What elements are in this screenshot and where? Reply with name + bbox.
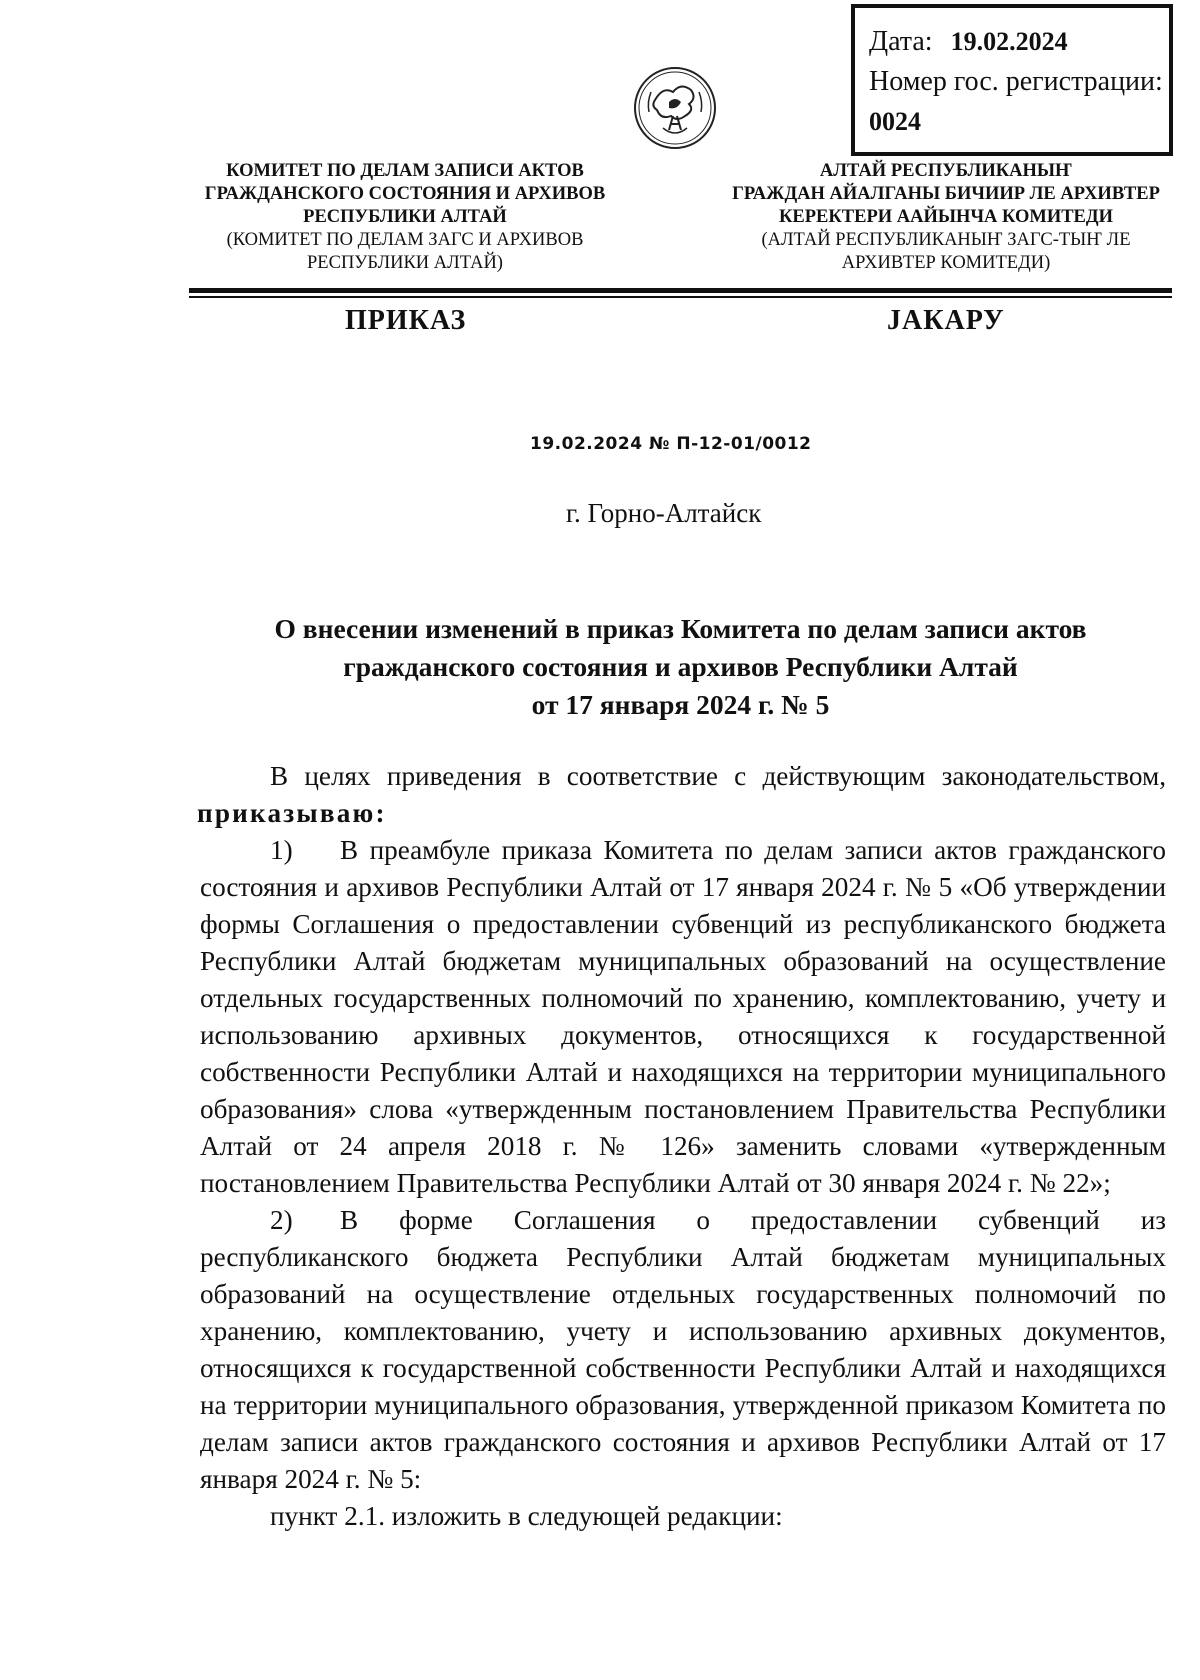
document-title-line-3: от 17 января 2024 г. № 5	[531, 689, 830, 720]
body-item-3	[200, 1498, 1166, 1535]
body-item-1-number: 1)	[270, 835, 293, 865]
header-left-line-3: РЕСПУБЛИКИ АЛТАЙ	[303, 207, 507, 227]
header-divider-thin	[189, 296, 1172, 298]
body-item-1	[200, 832, 1166, 1202]
registration-number-value: 0024	[869, 107, 921, 136]
header-right-line-4: (АЛТАЙ РЕСПУБЛИКАНЫҤ ЗАГС-ТЫҤ ЛЕ	[761, 230, 1131, 250]
document-body	[197, 758, 1166, 1535]
city: г. Горно-Алтайск	[566, 498, 762, 528]
body-item-2-number: 2)	[270, 1205, 293, 1235]
order-number: 19.02.2024 № П-12-01/0012	[530, 434, 812, 454]
registration-date-value: 19.02.2024	[950, 27, 1068, 56]
header-right-line-1: АЛТАЙ РЕСПУБЛИКАНЫҤ	[819, 161, 1073, 181]
registration-number-label: Номер гос. регистрации:	[869, 66, 1163, 97]
body-intro	[200, 758, 1166, 795]
header-left-ru	[185, 160, 625, 275]
body-intro-text: В целях приведения в соответствие с действующим законодательством,	[270, 761, 1166, 791]
body-item-2-text: В форме Соглашения о предоставлении субвенций из республиканского бюджета Республики Алтай бюджетам муниципальных образований на осуществление отдельных государственных полномочий по хранению, комплектованию, учету и использованию архивных документов, относящихся к государственной собственности Республики Алтай и находящихся на территории муниципального образования, утвержденной приказом Комитета по делам записи актов гражданского состояния и архивов Республики Алтай от 17 января 2024 г. № 5:	[200, 1205, 1166, 1494]
registration-stamp	[851, 4, 1173, 156]
body-item-1-text: В преамбуле приказа Комитета по делам записи актов гражданского состояния и архивов Республики Алтай от 17 января 2024 г. № 5 «Об утверждении формы Соглашения о предоставлении субвенций из республиканского бюджета Республики Алтай бюджетам муниципальных образований на осуществление отдельных государственных полномочий по хранению, комплектованию, учету и использованию архивных документов, относящихся к государственной собственности Республики Алтай и находящихся на территории муниципального образования» слова «утвержденным постановлением Правительства Республики Алтай от 24 апреля 2018 г. № 126» заменить словами «утвержденным постановлением Правительства Республики Алтай от 30 января 2024 г. № 22»;	[200, 835, 1166, 1198]
body-item-3-text: пункт 2.1. изложить в следующей редакции:	[270, 1501, 783, 1531]
document-title-line-2: гражданского состояния и архивов Республики Алтай	[343, 651, 1018, 682]
header-right-altai	[716, 160, 1176, 275]
order-heading-altai: ЈАКАРУ	[887, 305, 1005, 336]
coat-of-arms-icon	[625, 58, 725, 164]
header-right-line-2: ГРАЖДАН АЙАЛГАНЫ БИЧИИР ЛЕ АРХИВТЕР	[732, 184, 1160, 204]
body-command-colon: :	[375, 798, 385, 828]
order-heading-ru: ПРИКАЗ	[345, 305, 467, 336]
registration-date-row	[869, 22, 1169, 62]
body-command	[197, 795, 1166, 832]
header-right-line-3: КЕРЕКТЕРИ ААЙЫНЧА КОМИТЕДИ	[778, 207, 1114, 227]
document-title	[189, 610, 1172, 724]
body-command-word: приказываю	[197, 798, 376, 828]
header-divider-thick	[189, 288, 1172, 293]
header-right-line-5: АРХИВТЕР КОМИТЕДИ)	[841, 253, 1051, 273]
registration-date-label: Дата:	[869, 26, 933, 57]
header-left-line-1: КОМИТЕТ ПО ДЕЛАМ ЗАПИСИ АКТОВ	[226, 161, 584, 181]
document-title-line-1: О внесении изменений в приказ Комитета по делам записи актов	[274, 613, 1087, 644]
header-left-line-2: ГРАЖДАНСКОГО СОСТОЯНИЯ И АРХИВОВ	[204, 184, 606, 204]
body-item-2	[200, 1202, 1166, 1498]
header-left-line-4: (КОМИТЕТ ПО ДЕЛАМ ЗАГС И АРХИВОВ	[226, 230, 584, 250]
header-left-line-5: РЕСПУБЛИКИ АЛТАЙ)	[307, 253, 503, 273]
